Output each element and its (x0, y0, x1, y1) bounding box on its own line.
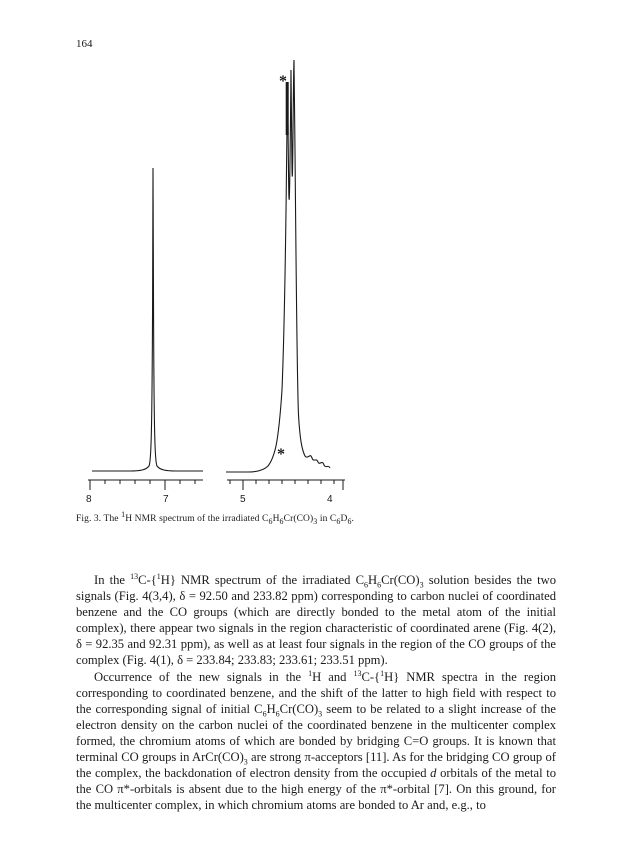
x-axis (88, 480, 345, 490)
peak-marker-asterisk-bottom: * (277, 446, 285, 463)
peak-marker-asterisk-top: * (279, 73, 287, 90)
paragraph: Occurrence of the new signals in the $^1$H and $^{13}$C-{$^1$H} NMR spectra in the region corresponding to coordinated benzene, and the shift of the latter to high field with respect to the corresponding signal of initial $C_6H_6Cr(CO)_3$ seem to be related to a slight increase of the electron density on the carbon nuclei of the coordinated benzene in the multicenter complex formed, the chromium atoms of which are bonded by bridging C=O groups. It is known that terminal CO groups in $ArCr(CO)_3$ are strong π-acceptors [11]. As for the bridging CO group of the complex, the backdonation of electron density from the occupied d orbitals of the metal to the CO π*-orbitals is absent due to the high energy of the π*-orbital [7]. On this ground, for the multicenter complex, in which chromium atoms are bonded to Ar and, e.g., to (76, 668, 557, 813)
tick-label-7: 7 (163, 494, 169, 505)
body-text (76, 572, 556, 813)
tick-label-8: 8 (86, 494, 92, 505)
tick-label-4: 4 (327, 494, 333, 505)
figure-caption: Fig. 3. The $^1$H NMR spectrum of the irradiated $C_6H_6Cr(CO)_3$ in $C_6D_6$. (76, 509, 355, 526)
spectrum-trace-right (226, 60, 330, 472)
page-number: 164 (76, 38, 93, 50)
tick-label-5: 5 (240, 494, 246, 505)
paragraph: In the $^{13}$C-{$^1$H} NMR spectrum of the irradiated $C_6H_6Cr(CO)_3$ solution besides the two signals (Fig. 4(3,4), δ = 92.50 and 233.82 ppm) corresponding to carbon nuclei of coordinated benzene and the CO groups (which are directly bonded to the metal atom of the initial complex), there appear two signals in the region characteristic of coordinated arene (Fig. 4(2), δ = 92.35 and 92.31 ppm), as well as at least four signals in the region of the CO groups of the complex (Fig. 4(1), δ = 233.84; 233.83; 233.61; 233.51 ppm). (76, 571, 556, 668)
spectrum-trace-left (92, 168, 203, 471)
